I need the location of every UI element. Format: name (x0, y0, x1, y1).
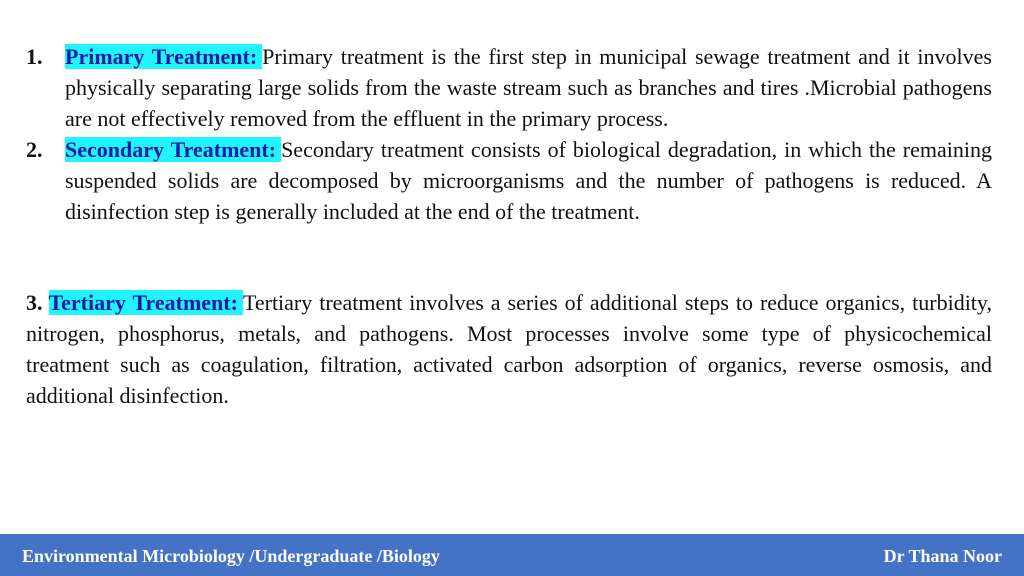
footer-author-label: Dr Thana Noor (883, 546, 1002, 566)
list-paragraph (65, 134, 992, 227)
list-item-primary (26, 41, 992, 134)
paragraph-text: Secondary treatment consists of biological degradation, in which the remaining suspended solids are decomposed by microorganisms and the number of pathogens is reduced. A disinfection step is generally included at the end of the treatment. (65, 137, 992, 224)
highlighted-heading: Tertiary Treatment: (49, 290, 243, 315)
paragraph-text: Primary treatment is the first step in municipal sewage treatment and it involves physically separating large solids from the waste stream such as branches and tires .Microbial pathogens are not effectively removed from the effluent in the primary process. (65, 44, 992, 131)
list-number: 3. (26, 290, 43, 315)
list-item-secondary (26, 134, 992, 227)
footer-bar (0, 534, 1024, 576)
paragraph-text: Tertiary treatment involves a series of additional steps to reduce organics, turbidity, nitrogen, phosphorus, metals, and pathogens. Most processes involve some type of physicochemical treatment such as coagulation, filtration, activated carbon adsorption of organics, reverse osmosis, and additional disinfection. (26, 290, 992, 408)
list-number: 1. (26, 44, 43, 69)
list-number: 2. (26, 137, 43, 162)
highlighted-heading: Primary Treatment: (65, 44, 262, 69)
treatment-list (26, 41, 992, 227)
list-paragraph (65, 41, 992, 134)
list-item-tertiary (26, 287, 992, 411)
highlighted-heading: Secondary Treatment: (65, 137, 281, 162)
footer-course-label: Environmental Microbiology /Undergraduate /Biology (22, 546, 440, 566)
